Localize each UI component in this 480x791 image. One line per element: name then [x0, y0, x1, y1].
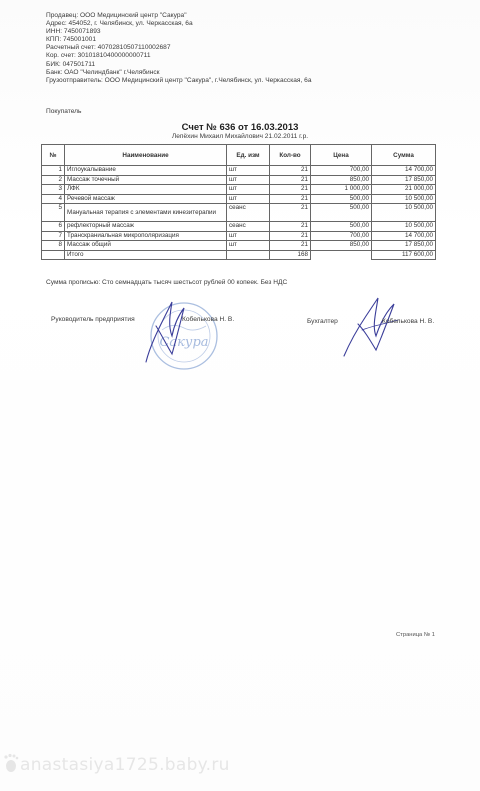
seller-corr-account: Кор. счет: 30101810400000000711: [46, 52, 151, 60]
row-name: ЛФК: [65, 185, 227, 195]
row-qty: 21: [270, 204, 311, 222]
row-qty: 21: [270, 166, 311, 176]
table-row: [42, 175, 436, 185]
header-name: Наименование: [65, 145, 227, 166]
buyer-label: Покупатель: [46, 108, 82, 115]
seller-bank: Банк: ОАО "Челиндбанк" г.Челябинск: [46, 68, 160, 76]
row-price: 500,00: [311, 194, 372, 204]
row-name: Массаж общий: [65, 241, 227, 251]
header-qty: Кол-во: [270, 145, 311, 166]
row-sum: 10 500,00: [372, 204, 436, 222]
page-number: Страница № 1: [396, 632, 435, 638]
table-header-row: [42, 145, 436, 166]
stamp-text: Сакура: [159, 335, 209, 350]
table-row: [42, 194, 436, 204]
row-name: рефлекторный массаж: [65, 222, 227, 232]
invoice-table: [41, 144, 436, 260]
row-price: 500,00: [311, 222, 372, 232]
row-unit: сеанс: [227, 222, 270, 232]
total-price-cell: [311, 250, 372, 260]
seller-bik: БИК: 047501711: [46, 60, 96, 68]
header-unit: Ед. изм: [227, 145, 270, 166]
seller-address: Адрес: 454052, г. Челябинск, ул. Черкасская, 6а: [46, 20, 193, 28]
row-price: 850,00: [311, 175, 372, 185]
table-row: [42, 241, 436, 251]
row-price: 500,00: [311, 204, 372, 222]
row-name: Транскраниальная микрополяризация: [65, 231, 227, 241]
header-price: Цена: [311, 145, 372, 166]
row-sum: 14 700,00: [372, 166, 436, 176]
row-name: Иглоукалывание: [65, 166, 227, 176]
row-sum: 17 850,00: [372, 241, 436, 251]
total-qty: 168: [270, 250, 311, 260]
watermark: anastasiya1725.baby.ru: [20, 755, 230, 775]
seller-inn: ИНН: 7450071893: [46, 28, 101, 36]
row-no: 1: [42, 166, 65, 176]
seller-details: [46, 12, 311, 85]
row-qty: 21: [270, 185, 311, 195]
accountant-signature: [338, 290, 408, 362]
row-unit: шт: [227, 175, 270, 185]
row-no: 5: [42, 204, 65, 222]
row-no: 4: [42, 194, 65, 204]
row-unit: шт: [227, 241, 270, 251]
total-no-cell: [42, 250, 65, 260]
total-row: [42, 250, 436, 260]
director-signature: [136, 296, 196, 368]
row-no: 7: [42, 231, 65, 241]
row-sum: 10 500,00: [372, 194, 436, 204]
row-no: 3: [42, 185, 65, 195]
table-row: [42, 222, 436, 232]
row-price: 850,00: [311, 241, 372, 251]
row-qty: 21: [270, 241, 311, 251]
header-sum: Сумма: [372, 145, 436, 166]
row-qty: 21: [270, 222, 311, 232]
row-no: 2: [42, 175, 65, 185]
total-sum: 117 600,00: [372, 250, 436, 260]
row-no: 8: [42, 241, 65, 251]
table-row: [42, 204, 436, 222]
row-price: 700,00: [311, 166, 372, 176]
baby-footprint-icon: [2, 753, 20, 773]
header-no: №: [42, 145, 65, 166]
seller-name: Продавец: ООО Медицинский центр "Сакура": [46, 12, 187, 19]
row-sum: 17 850,00: [372, 175, 436, 185]
accountant-name: Кобелькова Н. В.: [382, 318, 435, 325]
row-qty: 21: [270, 175, 311, 185]
table-row: [42, 185, 436, 195]
row-unit: шт: [227, 166, 270, 176]
row-price: 700,00: [311, 231, 372, 241]
row-sum: 14 700,00: [372, 231, 436, 241]
row-sum: 21 000,00: [372, 185, 436, 195]
director-label: Руководитель предприятия: [51, 316, 135, 323]
row-unit: шт: [227, 194, 270, 204]
shipper: Грузоотправитель: ООО Медицинский центр "Сакура", г.Челябинск, ул. Черкасская, 6а: [46, 76, 312, 84]
row-name: Мануальная терапия с элементами кинезитерапии: [65, 204, 227, 222]
total-label: Итого: [65, 250, 227, 260]
invoice-title: Счет № 636 от 16.03.2013: [181, 122, 299, 133]
row-no: 6: [42, 222, 65, 232]
row-unit: сеанс: [227, 204, 270, 222]
row-unit: шт: [227, 231, 270, 241]
row-qty: 21: [270, 231, 311, 241]
seller-kpp: КПП: 745001001: [46, 36, 96, 44]
row-price: 1 000,00: [311, 185, 372, 195]
table-row: [42, 231, 436, 241]
accountant-label: Бухгалтер: [307, 318, 338, 325]
row-sum: 10 500,00: [372, 222, 436, 232]
total-unit-cell: [227, 250, 270, 260]
seller-account: Расчетный счет: 40702810507110002687: [46, 44, 171, 52]
sum-in-words: Сумма прописью: Сто семнадцать тысяч шестьсот рублей 00 копеек. Без НДС: [46, 279, 288, 286]
row-name: Массаж точечный: [65, 175, 227, 185]
row-name: Речевой массаж: [65, 194, 227, 204]
client-name: Лепёхин Михаил Михайлович 21.02.2011 г.р.: [171, 133, 309, 140]
director-name: Кобелькова Н. В.: [182, 316, 235, 323]
row-qty: 21: [270, 194, 311, 204]
table-row: [42, 166, 436, 176]
row-unit: шт: [227, 185, 270, 195]
